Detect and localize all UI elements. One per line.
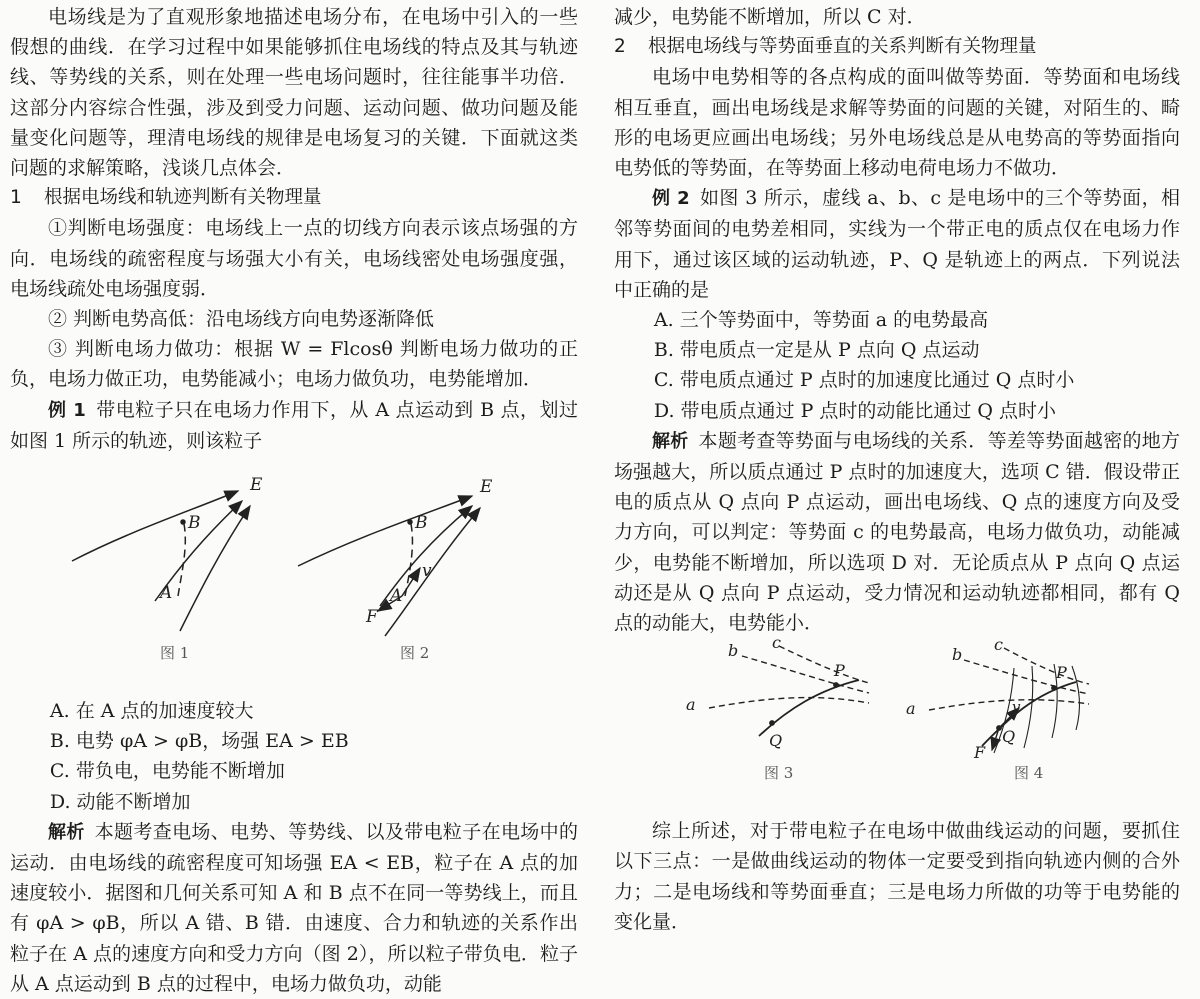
example-2-paragraph xyxy=(614,183,1180,305)
solution-2-tag: 解析 xyxy=(652,430,689,452)
solution-2-text: 本题考查等势面与电场线的关系．等差等势面越密的地方场强越大，所以质点通过 P 点时的加速度大，选项 C 错．假设带正电的质点从 Q 点向 P 点运动，画出电场线、Q 点的速度方向及受力方向，可以判定：等势面 c 的电势最高，电场力做负功，动能减少，电势能不断增加，所以选项 D 对．无论质点从 P 点向 Q 点运动还是从 Q 点向 P 点运动，受力情况和运动轨迹都相同，都有 Q 点的动能大，电势能小． xyxy=(614,429,1180,635)
figure-1-caption: 图 1 xyxy=(160,644,190,663)
field-line xyxy=(298,496,472,566)
equipotential-b xyxy=(964,660,1089,694)
point-p-dot xyxy=(834,683,838,687)
field-line xyxy=(385,508,480,636)
solution-1-text: 本题考查电场、电势、等势线、以及带电粒子在电场中的运动．由电场线的疏密程度可知场强 EA < EB，粒子在 A 点的加速度较小．据图和几何关系可知 A 和 B 点不在同一等势线上，而且有 φA > φB，所以 A 错、B 错．由速度、合力和轨迹的关系作出粒子在 A 点的速度方向和受力方向（图 2），所以粒子带负电．粒子从 A 点运动到 B 点的过程中，电场力做负功，动能 xyxy=(10,820,578,995)
point-q-dot xyxy=(770,721,774,725)
fig4-label-p: P xyxy=(1056,663,1067,683)
option-d: D. 带电质点通过 P 点时的动能比通过 Q 点时小 xyxy=(653,399,1057,422)
option-b: B. 带电质点一定是从 P 点向 Q 点运动 xyxy=(653,339,980,362)
fig2-label-b: B xyxy=(415,513,428,534)
option-c: C. 带负电，电势能不断增加 xyxy=(49,760,285,783)
figure-4-caption: 图 4 xyxy=(1014,764,1044,783)
figures-1-2 xyxy=(10,456,578,696)
field-line xyxy=(1072,666,1079,730)
section-1-heading xyxy=(10,183,578,213)
field-line xyxy=(72,491,238,561)
fig2-label-v: v xyxy=(422,561,432,582)
example-1-tag: 例 1 xyxy=(48,399,86,421)
section-1-title: 根据电场线和轨迹判断有关物理量 xyxy=(44,187,322,209)
figure-3-caption: 图 3 xyxy=(764,764,794,783)
option-a: A. 三个等势面中，等势面 a 的电势最高 xyxy=(653,309,989,332)
fig4-label-v: v xyxy=(1012,698,1021,717)
option-d: D. 动能不断增加 xyxy=(49,790,191,813)
fig4-label-a: a xyxy=(906,699,916,719)
example-1-paragraph xyxy=(10,395,578,456)
figure-2-diagram xyxy=(298,496,480,636)
particle-trajectory xyxy=(178,524,185,596)
equipotential-a xyxy=(709,698,869,708)
fig4-label-f: F xyxy=(974,743,986,763)
fig3-label-a: a xyxy=(686,695,696,715)
fig4-label-b: b xyxy=(952,645,963,665)
point-b-dot xyxy=(181,520,185,524)
example-2-text: 如图 3 所示，虚线 a、b、c 是电场中的三个等势面，相邻等势面间的电势差相同，实线为一个带正电的质点仅在电场力作用下，通过该区域的运动轨迹，P、Q 是轨迹上的两点．下列说法中正确的是 xyxy=(614,187,1180,301)
point-3-paragraph: ③ 判断电场力做功：根据 W = Flcosθ 判断电场力做功的正负，电场力做正功，电势能减小；电场力做负功，电势能增加． xyxy=(10,338,578,391)
figure-2-caption: 图 2 xyxy=(400,644,430,663)
figure-1-diagram xyxy=(72,491,250,631)
option-b: B. 电势 φA > φB，场强 EA > EB xyxy=(49,730,349,753)
continuation-text: 减少，电势能不断增加，所以 C 对． xyxy=(614,6,926,28)
fig4-label-q: Q xyxy=(1002,727,1016,747)
solution-2-paragraph xyxy=(614,426,1180,638)
point-1-paragraph: ①判断电场强度：电场线上一点的切线方向表示该点场强的方向．电场线的疏密程度与场强大小有关，电场线密处电场强度强，电场线疏处电场强度弱． xyxy=(10,217,578,300)
fig4-label-c: c xyxy=(994,638,1003,655)
point-p-dot xyxy=(1052,686,1056,690)
summary-paragraph: 综上所述，对于带电粒子在电场中做曲线运动的问题，要抓住以下三点：一是做曲线运动的物体一定要受到指向轨迹内侧的合外力；二是电场线和等势面垂直；三是电场力所做的功等于电势能的变化量． xyxy=(614,820,1180,933)
fig3-label-b: b xyxy=(728,641,739,661)
right-column xyxy=(614,2,1180,937)
example-2-tag: 例 2 xyxy=(652,188,690,210)
point-b-dot xyxy=(408,520,412,524)
fig2-label-e: E xyxy=(480,477,493,498)
fig3-label-c: c xyxy=(772,638,781,653)
fig3-label-p: P xyxy=(834,661,845,681)
figures-3-4 xyxy=(614,638,1180,816)
intro-paragraph: 电场线是为了直观形象地描述电场分布，在电场中引入的一些假想的曲线．在学习过程中如果能够抓住电场线的特点及其与轨迹线、等势线的关系，则在处理一些电场问题时，往往能事半功倍．这部分内容综合性强，涉及到受力问题、运动问题、做功问题及能量变化问题等，理清电场线的规律是电场复习的关键．下面就这类问题的求解策略，浅谈几点体会． xyxy=(10,6,578,180)
fig1-label-b: B xyxy=(188,513,201,534)
fig1-label-a: A xyxy=(160,583,173,604)
fig1-label-e: E xyxy=(250,475,263,496)
section-2-number: 2 xyxy=(614,36,626,58)
option-c: C. 带电质点通过 P 点时的加速度比通过 Q 点时小 xyxy=(653,369,1075,392)
equipotential-c xyxy=(779,646,869,683)
section-2-heading xyxy=(614,32,1180,62)
section-2-title: 根据电场线与等势面垂直的关系判断有关物理量 xyxy=(648,36,1037,58)
option-a: A. 在 A 点的加速度较大 xyxy=(49,700,254,723)
particle-trajectory xyxy=(759,680,859,736)
solution-1-paragraph xyxy=(10,817,578,999)
left-column xyxy=(10,2,578,999)
fig3-label-q: Q xyxy=(769,731,783,751)
equipotential-b xyxy=(742,656,869,693)
solution-1-tag: 解析 xyxy=(48,821,85,843)
section-1-number: 1 xyxy=(10,187,22,209)
fig2-label-a: A xyxy=(390,586,403,607)
fig2-label-f: F xyxy=(366,607,378,628)
section-2-paragraph: 电场中电势相等的各点构成的面叫做等势面．等势面和电场线相互垂直，画出电场线是求解等势面的问题的关键，对陌生的、畸形的电场更应画出电场线；另外电场线总是从电势高的等势面指向电势低的等势面，在等势面上移动电荷电场力不做功． xyxy=(614,66,1180,180)
point-2-paragraph: ② 判断电势高低：沿电场线方向电势逐渐降低 xyxy=(48,308,435,331)
example-1-text: 带电粒子只在电场力作用下，从 A 点运动到 B 点，划过如图 1 所示的轨迹，则该粒子 xyxy=(10,398,578,452)
